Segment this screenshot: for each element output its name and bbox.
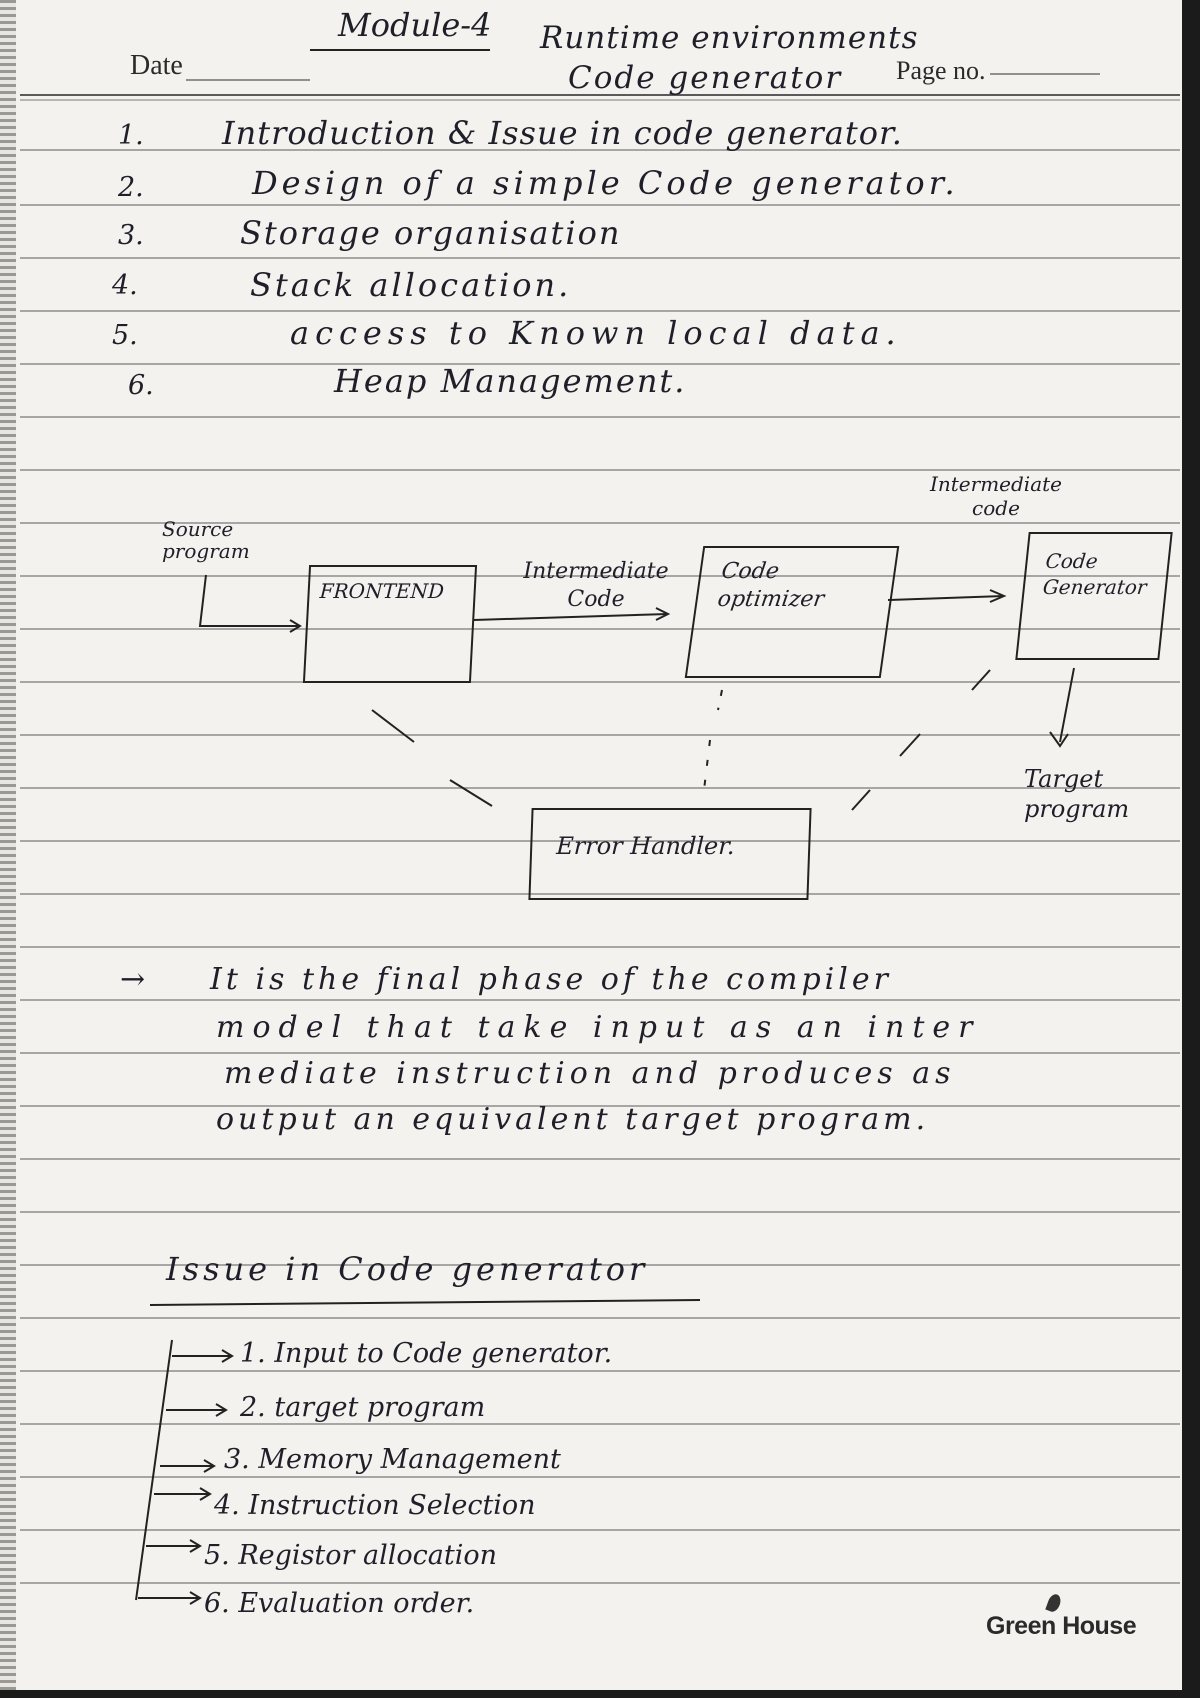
intermediate-code-label-2: Intermediate code <box>929 472 1062 520</box>
paragraph-arrow: → <box>120 962 146 997</box>
topic-text: access to Known local data. <box>290 314 902 352</box>
paragraph-line: It is the final phase of the compiler <box>210 962 892 997</box>
topic-text: Design of a simple Code generator. <box>252 164 959 202</box>
topic-number: 6. <box>128 370 154 401</box>
issue-item: 3. Memory Management <box>224 1444 561 1475</box>
source-program-label: Source program <box>162 517 250 563</box>
intermediate-code-label-1: Intermediate Code <box>523 559 669 612</box>
error-handler-label: Error Handler. <box>555 832 736 860</box>
topic-number: 1. <box>118 120 144 151</box>
issue-item: 2. target program <box>240 1392 486 1423</box>
issue-item: 6. Evaluation order. <box>204 1588 475 1619</box>
page-number-label: Page no. <box>896 56 986 85</box>
topic-number: 4. <box>112 270 138 301</box>
issues-heading: Issue in Code generator <box>166 1250 649 1288</box>
code-optimizer-label: Code optimizer <box>716 559 826 612</box>
topic-text: Storage organisation <box>240 214 622 252</box>
topic-number: 5. <box>112 320 138 351</box>
target-program-label: Target program <box>1024 765 1130 823</box>
date-label: Date <box>130 50 183 81</box>
topic-text: Heap Management. <box>334 362 687 400</box>
frontend-label: FRONTEND <box>319 579 445 603</box>
paragraph-line: model that take input as an inter <box>216 1010 981 1045</box>
issue-item: 4. Instruction Selection <box>214 1490 536 1521</box>
code-generator-label: Code Generator <box>1041 549 1148 599</box>
topic-number: 3. <box>118 220 144 251</box>
paragraph-line: mediate instruction and produces as <box>224 1056 956 1091</box>
topic-text: Introduction & Issue in code generator. <box>222 114 903 152</box>
title-line-2: Code generator <box>568 60 843 96</box>
issue-item: 5. Registor allocation <box>204 1540 497 1571</box>
topic-number: 2. <box>118 172 144 203</box>
issue-item: 1. Input to Code generator. <box>240 1338 613 1369</box>
topic-text: Stack allocation. <box>250 266 572 304</box>
module-heading: Module-4 <box>338 6 492 44</box>
title-line-1: Runtime environments <box>540 20 919 56</box>
paragraph-line: output an equivalent target program. <box>216 1102 930 1137</box>
brand-logo: Green House <box>986 1612 1137 1640</box>
